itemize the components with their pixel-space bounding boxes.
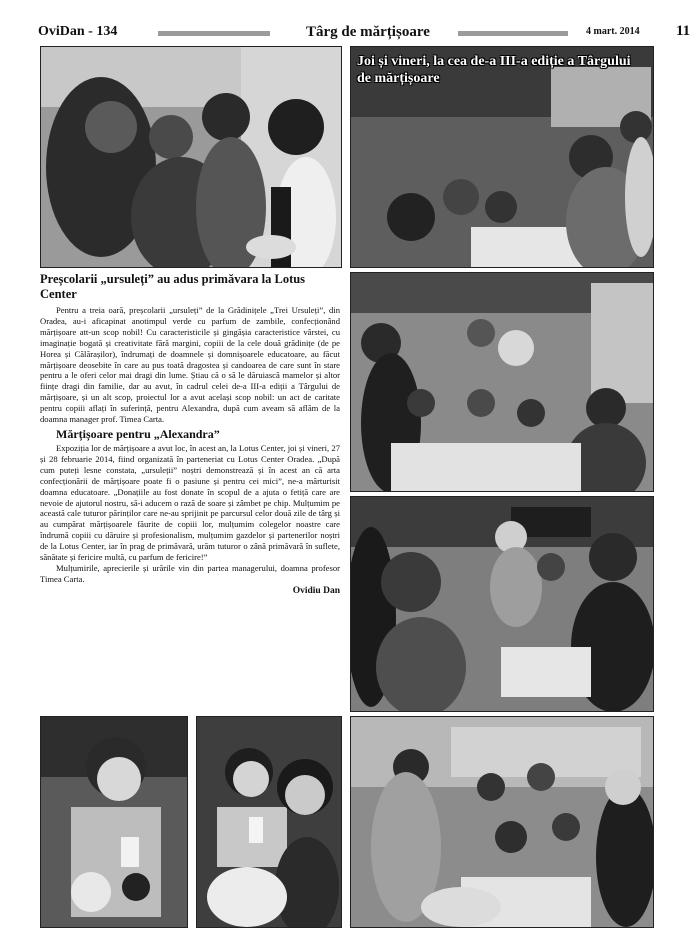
photo-educators-and-children — [40, 46, 342, 268]
photo-children-at-table — [350, 272, 654, 492]
publication-name: OviDan - 134 — [38, 24, 118, 39]
photo-fair-crowd — [350, 716, 654, 928]
header-divider-bar — [158, 31, 270, 36]
article-paragraph: Pentru a treia oară, preșcolarii „ursuleți” de la Grădinițele „Trei Ursuleți”, din Oradea, au-i aficapinat anotimpul verde cu parfum de zambile, confecționând mărțișoare att-un scop nobil! Cu caracteristicile și gingășia caracteristice vârstei, cu imaginație bogată și creativitate fără margini, copiii de la cele două grădinițe (de pe Horea și Călărașilor), îndrumați de doamnele și domnișoarele educatoare, au făcut mărțișoare deosebite în care au pus toată dragostea și candoarea de care sunt în stare pentru a le oferi celor mai dragi din lume. Știau că o să le dăruiască mamelor și altor ființe dragi din familie, dar au avut, în cadrul celei de-a III-a ediții a Târgului de mărțișoare, și un alt scop, proiectul lor a avut același scop nobil: un act de caritate pentru copiii aflați în suferință, pentru Alexandra, după cum aveam să aflăm de la doamna manager prof. Timea Carta. — [40, 305, 340, 425]
article-paragraph: Mulțumirile, aprecierile și urările vin din partea managerului, doamna profesor Timea Carta. — [40, 562, 340, 584]
article-paragraph: Expoziția lor de mărțișoare a avut loc, în acest an, la Lotus Center, joi și vineri, 27 și 28 februarie 2014, fiind organizată în parteneriat cu Lotus Center Oradea. „După cum puteți lesne constata, „ursuleții” noștri demonstrează și în acest an că arta confecționării de mărțișoare poate fi o pasiune și pentru cei mici”, ne-a mărturisit doamna educatoare. „Donațiile au fost donate în scopul de a ajuta o fetiță care are nevoie de ajutorul nostru, să-i aducem o rază de soare și zâmbet pe chip. Mulțumim pe această cale tuturor părinților care ne-au sprijinit pe parcursul celor două zile de târg și au cumpărat mărțișoarele făurite de copiii lor, mulțumim colegelor noastre care îndrumă copiii cu dăruire și profesionalism, mulțumim gazdelor și partenerilor noștri de la Lotus Center, iar în prag de primăvară, urăm tuturor o zână primăvară în suflete, sănătate și fericire multă, cu parfum de fericire!” — [40, 442, 340, 563]
photo-fair-table-with-caption — [350, 46, 654, 268]
photo-girl-and-mother — [196, 716, 342, 928]
photo-girl-with-martisor — [40, 716, 188, 928]
header-divider-bar — [458, 31, 568, 36]
article-body — [40, 272, 340, 596]
page-number: 11 — [676, 23, 691, 39]
photo-caption: Joi și vineri, la cea de-a III-a ediție a Târgului de mărțișoare — [357, 54, 631, 86]
page-header — [38, 22, 691, 42]
article-byline: Ovidiu Dan — [292, 585, 340, 596]
photo-boy-with-martisor — [350, 496, 654, 712]
article-headline: Preșcolarii „ursuleți” au adus primăvara la Lotus Center — [40, 272, 306, 301]
article-subheadline: Mărțișoare pentru „Alexandra” — [56, 426, 220, 441]
issue-date: 4 mart. 2014 — [586, 26, 640, 37]
section-title: Târg de mărțișoare — [306, 24, 430, 40]
